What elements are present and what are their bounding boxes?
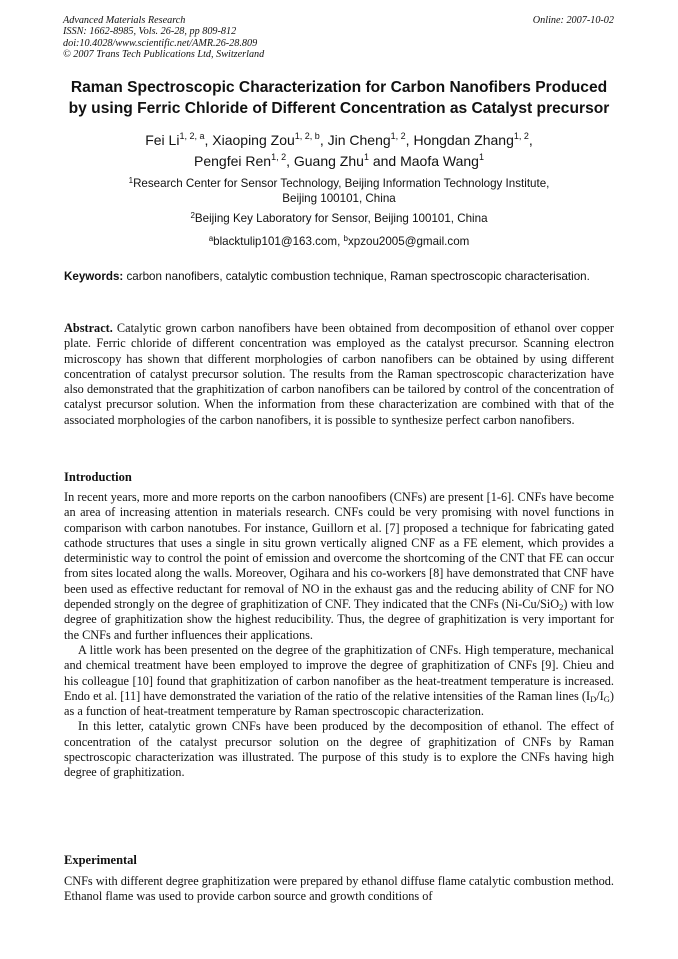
author-name: Fei Li (145, 132, 180, 148)
doi-line: doi:10.4028/www.scientific.net/AMR.26-28.809 (63, 37, 258, 49)
paper-title (60, 78, 618, 119)
email-a: blacktulip101@163.com, (213, 235, 344, 248)
author-line-1 (60, 130, 618, 151)
author-name: Guang Zhu (293, 153, 364, 169)
affiliation-1-line-2: Beijing 100101, China (282, 192, 396, 205)
author-sep: , (528, 132, 533, 148)
email-line (60, 234, 618, 249)
author-affil-sup: 1, 2 (513, 131, 529, 141)
author-sep: , (405, 132, 414, 148)
paragraph: CNFs with different degree graphitization were prepared by ethanol diffuse flame catalytic combustion method. Ethanol flame was used to provide carbon source and growth conditions of (64, 874, 614, 904)
journal-header (63, 15, 264, 61)
journal-name: Advanced Materials Research (63, 15, 186, 26)
author-sep: and (368, 153, 401, 169)
affiliation-2-text: Beijing Key Laboratory for Sensor, Beijing 100101, China (194, 212, 488, 225)
introduction-heading: Introduction (64, 470, 132, 484)
author-line-2 (60, 151, 618, 172)
affiliation-sup: 2 (190, 211, 195, 220)
abstract (64, 321, 614, 428)
copyright-line: © 2007 Trans Tech Publications Ltd, Switzerland (63, 49, 265, 61)
title-line-2: by using Ferric Chloride of Different Concentration as Catalyst precursor (68, 99, 610, 117)
affiliation-1 (60, 176, 618, 206)
author-list (60, 130, 618, 172)
paragraph: A little work has been presented on the degree of the graphitization of CNFs. High temperature, mechanical and chemical treatment have been employed to improve the degree of graphitization of CNFs [9]. Chieu and his colleague [10] found that graphitization of carbon nanofiber as the heat-treatment temperature is increased. Endo et al. [11] have demonstrated the variation of the ratio of the relative intensities of the Raman lines $(I_D/I_G)$ as a function of heat-treatment temperature by Raman spectroscopic characterization. (64, 642, 614, 719)
email-sup: a (208, 234, 214, 243)
affiliation-2 (60, 211, 618, 226)
issn-line: ISSN: 1662-8985, Vols. 26-28, pp 809-812 (63, 26, 237, 38)
author-affil-sup: 1 (478, 152, 484, 162)
author-affil-sup: 1 (363, 152, 369, 162)
author-affil-sup: 1, 2, a (179, 131, 205, 141)
affiliation-1-line-1: Research Center for Sensor Technology, Beijing Information Technology Institute, (133, 177, 550, 190)
affiliation-sup: 1 (128, 176, 134, 185)
email-b: xpzou2005@gmail.com (347, 235, 470, 248)
author-affil-sup: 1, 2, b (294, 131, 320, 141)
abstract-label: Abstract. (64, 321, 113, 335)
author-affil-sup: 1, 2 (271, 152, 287, 162)
author-affil-sup: 1, 2 (390, 131, 406, 141)
keywords-label: Keywords: (64, 270, 124, 283)
author-name: Jin Cheng (327, 132, 391, 148)
author-name: Maofa Wang (400, 153, 479, 169)
keywords-text: carbon nanofibers, catalytic combustion technique, Raman spectroscopic characterisation. (123, 270, 590, 283)
title-line-1: Raman Spectroscopic Characterization for Carbon Nanofibers Produced (70, 79, 608, 96)
author-name: Hongdan Zhang (413, 132, 514, 148)
online-date: Online: 2007-10-02 (532, 15, 614, 26)
experimental-heading: Experimental (64, 853, 137, 867)
author-sep: , (286, 153, 294, 169)
author-sep: , (204, 132, 213, 148)
email-sup: b (343, 234, 348, 243)
experimental-body (64, 874, 614, 905)
paragraph: In recent years, more and more reports on the carbon nanoofibers (CNFs) are present [1-6]. CNFs have become an area of increasing attention in materials research. CNFs could be very promising with novel functions in comparison with carbon nanotubes. For instance, Guillorn et al. [7] proposed a technique for fabricating gated cathode structures that uses a single in situ grown vertically aligned CNF as a FE element, which provides a deterministic way to control the point of emission and overcome the shortcoming of the CNT that FE can occur from sites located along the walls. Moreover, Ogihara and his co-workers [8] have demonstrated that CNF have been used as effective reductant for removal of NO in the exhaust gas and the reducing ability of CNF for NO depended strongly on the degree of graphitization of CNF. They indicated that the CNFs (Ni-Cu/SiO$_2$) with low degree of graphitization show the highest reducibility. Thus, the degree of graphitization is very important for the CNFs and further influences their applications. (64, 490, 614, 642)
introduction-body (64, 490, 614, 781)
author-name: Xiaoping Zou (212, 132, 295, 148)
paragraph: In this letter, catalytic grown CNFs have been produced by the decomposition of ethanol. The effect of concentration of the catalyst precursor solution on the degree of graphitization of CNFs by Raman spectroscopic characterization was illustrated. The purpose of this study is to explore the CNFs having high degree of graphitization. (64, 719, 614, 780)
keywords (64, 269, 614, 285)
author-sep: , (319, 132, 328, 148)
author-name: Pengfei Ren (194, 153, 272, 169)
abstract-text: Catalytic grown carbon nanofibers have been obtained from decomposition of ethanol over copper plate. Ferric chloride of different concentration was employed as the catalyst precursor. Scanning electron microscopy has shown that different morphologies of carbon nanofibers can be obtained by using different concentration of catalyst precursor solution. The results from the Raman spectroscopic characterization have also demonstrated that the graphitization of carbon nanofibers can be tailored by control of the concentration of catalyst precursor solution. When the information from these characterization are combined with that of the associated morphologies of the carbon nanofibers, it is possible to synthesize perfect carbon nanofibers. (64, 321, 614, 427)
